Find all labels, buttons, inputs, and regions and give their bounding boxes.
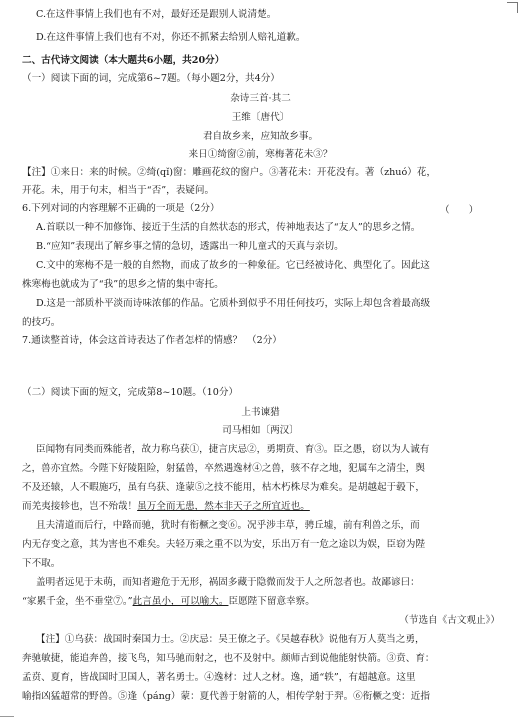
- essay-line: 之，兽亦宜然。今陛下好陵阻险，射猛兽，卒然遇逸材④之兽，骇不存之地，犯属车之清尘，舆: [22, 463, 425, 474]
- essay-line: “家累千金，坐不垂堂⑦。”此言虽小，可以喻大。臣愿陛下留意幸察。: [22, 596, 315, 607]
- essay-notes-line: 奔驰敏捷，能追奔兽，接飞鸟，知马驰而射之，也不及射中。颜师古到说他能射快箭。③贲、育：: [22, 653, 435, 664]
- page-edge-mark: [0, 706, 14, 717]
- essay-notes-line: 孟贲、夏育，皆战国时卫国人，著名勇士。④逸材：过人之材。逸，通“轶”，有超越意。这里: [22, 672, 416, 683]
- poem-notes-line: 【注】①来日：来的时候。②绮(qǐ)窗：雕画花纹的窗户。③著花未：开花没有。著（zhuó）花，: [22, 167, 437, 178]
- q6-option-d: D.这是一部质朴平淡而诗味浓郁的作品。它质朴到似乎不用任何技巧，实际上却包含着最高级: [36, 298, 431, 309]
- essay-line: 盖明者远见于未萌，而知者避危于无形，祸固多藏于隐微而发于人之所忽者也。故鄙谚曰：: [36, 577, 420, 588]
- source-citation: （节选自《古文观止》）: [399, 615, 500, 626]
- essay-notes-line: 喻指凶猛超常的野兽。⑤逢（páng）蒙：夏代善于射箭的人，相传学射于羿。⑥衔橛之变：近指: [22, 691, 430, 702]
- essay-author: 司马相如〔两汉〕: [222, 425, 299, 436]
- question-7: 7.通读整首诗，体会这首诗表达了作者怎样的情感？ （2分）: [22, 335, 282, 346]
- essay-line: [22, 500, 500, 513]
- poem-line-1: 君自故乡来，应知故乡事。: [202, 131, 319, 142]
- essay-line-text: 而羌夷接轸也，岂不殆哉！: [22, 501, 138, 512]
- q6-option-c-cont: 株寒梅也就成为了“我”的思乡之情的集中寄托。: [22, 279, 224, 290]
- poem-line-2: 来日①绮窗②前，寒梅著花未③？: [188, 149, 333, 160]
- q6-option-d-cont: 的技巧。: [22, 317, 61, 328]
- essay-title: 上书谏猎: [241, 407, 280, 418]
- answer-bracket: （ ）: [440, 205, 479, 216]
- poem-notes-line: 开花。未，用于句末，相当于“否”，表疑问。: [22, 185, 215, 196]
- essay-line: 且夫清道而后行，中路而驰，犹时有衔橛之变⑥。况乎涉丰草，骋丘墟，前有利兽之乐，而: [36, 520, 420, 531]
- question-6: 6.下列对词的内容理解不正确的一项是（2分）: [22, 203, 220, 214]
- essay-line: 下不取。: [22, 558, 61, 569]
- poem-author: 王维〔唐代〕: [231, 112, 290, 123]
- option-d: D.在这件事情上我们也有不对，你还不抓紧去给别人赔礼道歉。: [36, 32, 306, 43]
- q6-option-c: C.文中的寒梅不是一般的自然物，而成了故乡的一种象征。它已经被诗化、典型化了。因此这: [36, 260, 430, 271]
- essay-line: 臣闻物有同类而殊能者，故力称乌获①，捷言庆忌②，勇期贲、育③。臣之愚，窃以为人诚有: [36, 444, 430, 455]
- q6-option-a: A.首联以一种不加修饰、接近于生活的自然状态的形式，传神地表达了“友人”的思乡之情。: [36, 222, 421, 233]
- part2-instruction: （二）阅读下面的短文，完成第8~10题。（10分）: [22, 387, 239, 398]
- option-c: C.在这件事情上我们也有不对，最好还是跟别人说清楚。: [36, 9, 277, 20]
- underlined-sentence: 虽万全而无患，然本非天子之所宜近也。: [137, 501, 310, 512]
- poem-title: 杂诗三首·其二: [230, 93, 291, 104]
- q6-option-b: B.“应知”表现出了解乡事之情的急切，透露出一种儿童式的天真与亲切。: [36, 241, 344, 252]
- page-corner-mark: [507, 2, 518, 13]
- part1-instruction: （一）阅读下面的词，完成第6~7题。（每小题2分，共4分）: [22, 73, 280, 84]
- essay-line: 内无存变之意，其为害也不难矣。夫轻万乘之重不以为安，乐出万有一危之途以为娱，臣窃为陛: [22, 539, 425, 550]
- section-title: 二、古代诗文阅读（本大题共6小题，共20分）: [22, 55, 225, 66]
- underlined-sentence: 此言虽小，可以喻大。: [132, 596, 229, 607]
- essay-line: 不及还辕，人不暇施巧，虽有乌获、逢蒙⑤之技不能用，枯木朽株尽为难矣。是胡越起于毂下，: [22, 482, 425, 493]
- essay-notes-line: 【注】①乌获：战国时秦国力士。②庆忌：吴王僚之子。《吴越春秋》说他有万人莫当之勇，: [36, 634, 425, 645]
